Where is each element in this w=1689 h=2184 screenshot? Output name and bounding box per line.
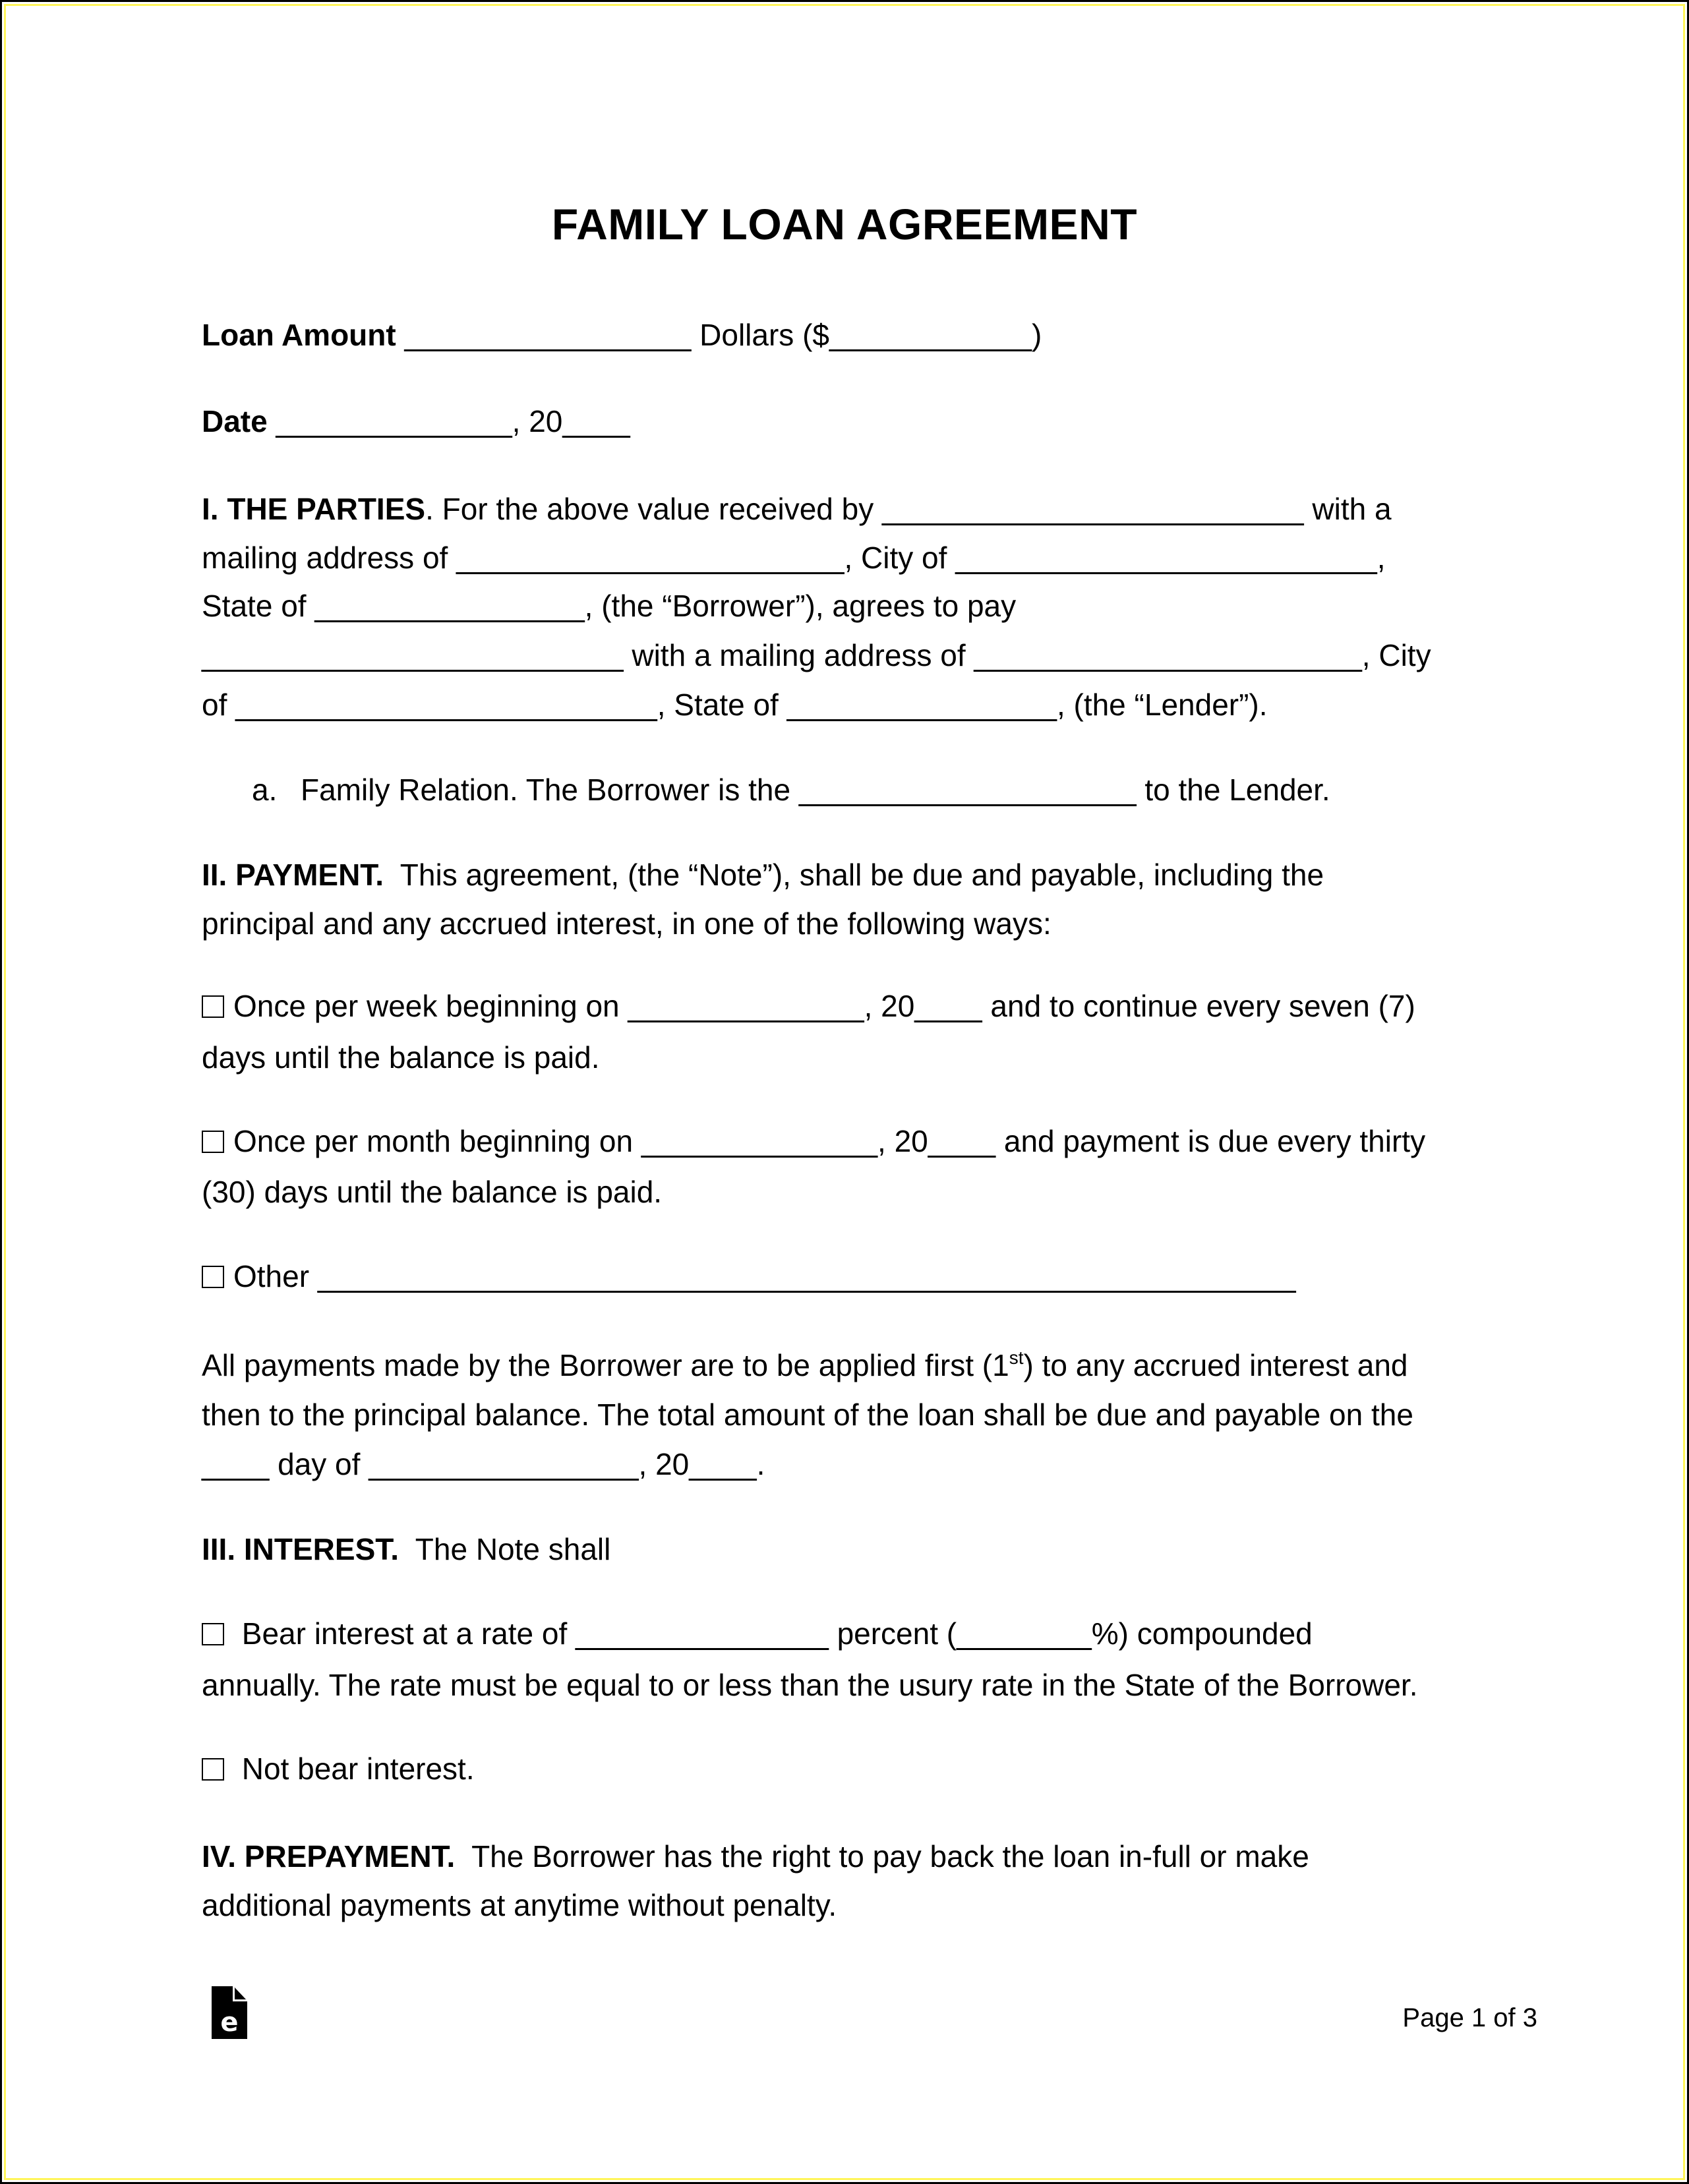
date-line [202, 403, 630, 440]
weekly-option-text[interactable]: Once per week beginning on ______________, 20____ and to continue every seven (7) [233, 989, 1415, 1023]
parties-heading: I. THE PARTIES [202, 492, 426, 526]
payment-option-monthly [202, 1123, 1425, 1160]
bear-interest-line-2: annually. The rate must be equal to or less than the usury rate in the State of the Borrower. [202, 1668, 1418, 1702]
weekly-option-line-2: days until the balance is paid. [202, 1040, 600, 1075]
eforms-document-e-icon [212, 1986, 247, 2039]
payment-line-2: principal and any accrued interest, in one of the following ways: [202, 906, 1052, 941]
application-text-a: All payments made by the Borrower are to be applied first (1 [202, 1348, 1009, 1382]
monthly-option-text[interactable]: Once per month beginning on ______________, 20____ and payment is due every thirty [233, 1124, 1426, 1158]
parties-line-4[interactable]: _________________________ with a mailing address of _______________________, City [202, 638, 1431, 672]
interest-option-none [202, 1750, 475, 1787]
document-title: FAMILY LOAN AGREEMENT [551, 200, 1138, 249]
interest-option-bear [202, 1615, 1313, 1652]
application-line-1 [202, 1347, 1408, 1384]
other-checkbox[interactable] [202, 1266, 224, 1288]
parties-line-1 [202, 490, 1392, 527]
ordinal-superscript: st [1009, 1347, 1024, 1368]
loan-amount-label: Loan Amount [202, 318, 396, 352]
family-relation-field[interactable]: Family Relation. The Borrower is the ____________________ to the Lender. [301, 773, 1330, 807]
payment-option-weekly [202, 988, 1415, 1024]
parties-line-2[interactable]: mailing address of _______________________, City of _________________________, [202, 541, 1386, 575]
loan-amount-field[interactable]: _________________ Dollars ($____________) [396, 318, 1042, 352]
interest-heading: III. INTEREST. [202, 1532, 400, 1566]
weekly-checkbox[interactable] [202, 995, 224, 1018]
svg-text:e: e [220, 2007, 239, 2038]
prepayment-text: The Borrower has the right to pay back the loan in-full or make [455, 1839, 1309, 1874]
bear-interest-text[interactable]: Bear interest at a rate of _______________ percent (________%) compounded [233, 1616, 1313, 1651]
prepayment-line-2: additional payments at anytime without penalty. [202, 1888, 837, 1922]
page-number: Page 1 of 3 [1402, 2003, 1537, 2032]
parties-line-3[interactable]: State of ________________, (the “Borrower”), agrees to pay [202, 589, 1017, 623]
parties-line-5[interactable]: of _________________________, State of ________________, (the “Lender”). [202, 688, 1268, 722]
date-field[interactable]: ______________, 20____ [267, 404, 630, 438]
due-date-field[interactable]: ____ day of ________________, 20____. [202, 1447, 765, 1481]
payment-option-other [202, 1258, 1296, 1295]
parties-text[interactable]: . For the above value received by _________________________ with a [425, 492, 1392, 526]
monthly-option-line-2: (30) days until the balance is paid. [202, 1175, 663, 1209]
interest-intro: The Note shall [399, 1532, 611, 1566]
application-line-2: then to the principal balance. The total amount of the loan shall be due and payable on the [202, 1398, 1413, 1432]
other-option-field[interactable]: Other __________________________________________________________ [233, 1259, 1296, 1293]
prepayment-line-1 [202, 1838, 1309, 1875]
no-interest-text: Not bear interest. [233, 1752, 475, 1786]
interest-line [202, 1531, 610, 1568]
payment-text: This agreement, (the “Note”), shall be due and payable, including the [384, 858, 1324, 892]
prepayment-heading: IV. PREPAYMENT. [202, 1839, 456, 1874]
loan-amount-line [202, 316, 1042, 353]
payment-heading: II. PAYMENT. [202, 858, 384, 892]
family-relation-marker: a. [252, 773, 278, 807]
no-interest-checkbox[interactable] [202, 1758, 224, 1781]
monthly-checkbox[interactable] [202, 1131, 224, 1153]
date-label: Date [202, 404, 268, 438]
payment-line-1 [202, 856, 1324, 893]
bear-interest-checkbox[interactable] [202, 1623, 224, 1645]
application-text-b: ) to any accrued interest and [1023, 1348, 1408, 1382]
